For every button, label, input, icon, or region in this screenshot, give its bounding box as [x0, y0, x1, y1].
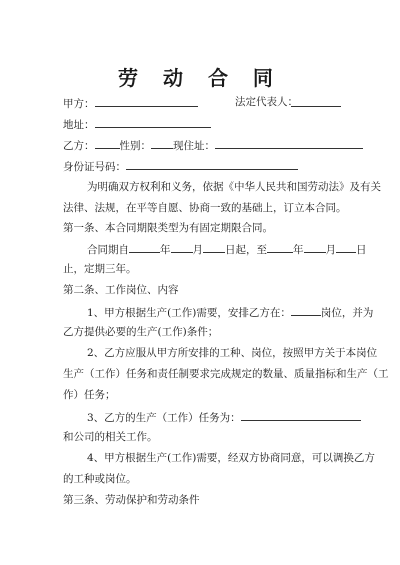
- item-4-line-1: 4、甲方根据生产(工作)需要，经双方协商同意，可以调换乙方: [87, 452, 375, 464]
- intro-line-2: 法律、法规，在平等自愿、协商一致的基础上，订立本合同。: [63, 202, 347, 214]
- item-1-text-b: 岗位，并为: [320, 307, 374, 319]
- year-label-2: 年: [293, 244, 304, 256]
- article-1: 第一条、本合同期限类型为有固定期限合同。: [63, 222, 273, 234]
- current-address-field[interactable]: [215, 137, 363, 149]
- item-1-line-1: [87, 304, 374, 320]
- month-label-2: 月: [325, 244, 336, 256]
- party-a-row: [63, 95, 342, 111]
- item-2-line-2: 生产（工作）任务和责任制要求完成规定的数量、质量指标和生产（工: [63, 368, 389, 380]
- item-2-line-1: 2、乙方应服从甲方所安排的工种、岗位，按照甲方关于本岗位: [87, 347, 378, 359]
- address-label: 地址：: [63, 119, 95, 131]
- period-start-label: 合同期自: [87, 244, 129, 256]
- legal-rep-field[interactable]: [291, 95, 341, 107]
- intro-line-1: 为明确双方权利和义务，依据《中华人民共和国劳动法》及有关: [87, 181, 381, 193]
- position-field[interactable]: [291, 304, 321, 316]
- item-3-line-1: [87, 409, 342, 425]
- item-1-text-a: 1、甲方根据生产(工作)需要，安排乙方在：: [87, 307, 291, 319]
- id-number-field[interactable]: [126, 158, 298, 170]
- start-month-field[interactable]: [171, 241, 193, 253]
- day-label-1: 日起，至: [225, 244, 267, 256]
- id-label: 身份证号码：: [63, 161, 126, 173]
- end-year-field[interactable]: [267, 241, 293, 253]
- contract-period-row: [87, 241, 367, 257]
- party-b-row: [63, 137, 342, 153]
- party-a-field[interactable]: [95, 95, 198, 107]
- item-2-line-3: 作）任务；: [63, 389, 116, 401]
- party-b-field[interactable]: [95, 137, 120, 149]
- item-3-text: 3、乙方的生产（工作）任务为：: [87, 412, 241, 424]
- address-row: [63, 116, 342, 132]
- work-task-field[interactable]: [241, 409, 361, 421]
- party-b-label: 乙方：: [63, 140, 95, 152]
- article-2: 第二条、工作岗位、内容: [63, 284, 179, 296]
- article-3: 第三条、劳动保护和劳动条件: [63, 494, 200, 506]
- legal-rep-label: 法定代表人：: [235, 96, 298, 108]
- item-4-line-2: 的工种或岗位。: [63, 473, 137, 485]
- start-day-field[interactable]: [203, 241, 225, 253]
- item-3-line-2: 和公司的相关工作。: [63, 431, 158, 443]
- day-label-2: 日: [356, 244, 367, 256]
- current-address-label: 现住址：: [173, 140, 215, 152]
- item-1-line-2: 乙方提供必要的生产(工作)条件；: [63, 326, 219, 338]
- month-label-1: 月: [192, 244, 203, 256]
- gender-label: 性别：: [119, 140, 151, 152]
- document-title: 劳 动 合 同: [118, 66, 282, 90]
- end-day-field[interactable]: [336, 241, 356, 253]
- start-year-field[interactable]: [129, 241, 160, 253]
- end-month-field[interactable]: [304, 241, 326, 253]
- period-end-line: 止，定期三年。: [63, 263, 137, 275]
- year-label-1: 年: [160, 244, 171, 256]
- party-a-label: 甲方：: [63, 98, 95, 110]
- address-field[interactable]: [95, 116, 211, 128]
- gender-field[interactable]: [151, 137, 173, 149]
- id-row: [63, 158, 342, 174]
